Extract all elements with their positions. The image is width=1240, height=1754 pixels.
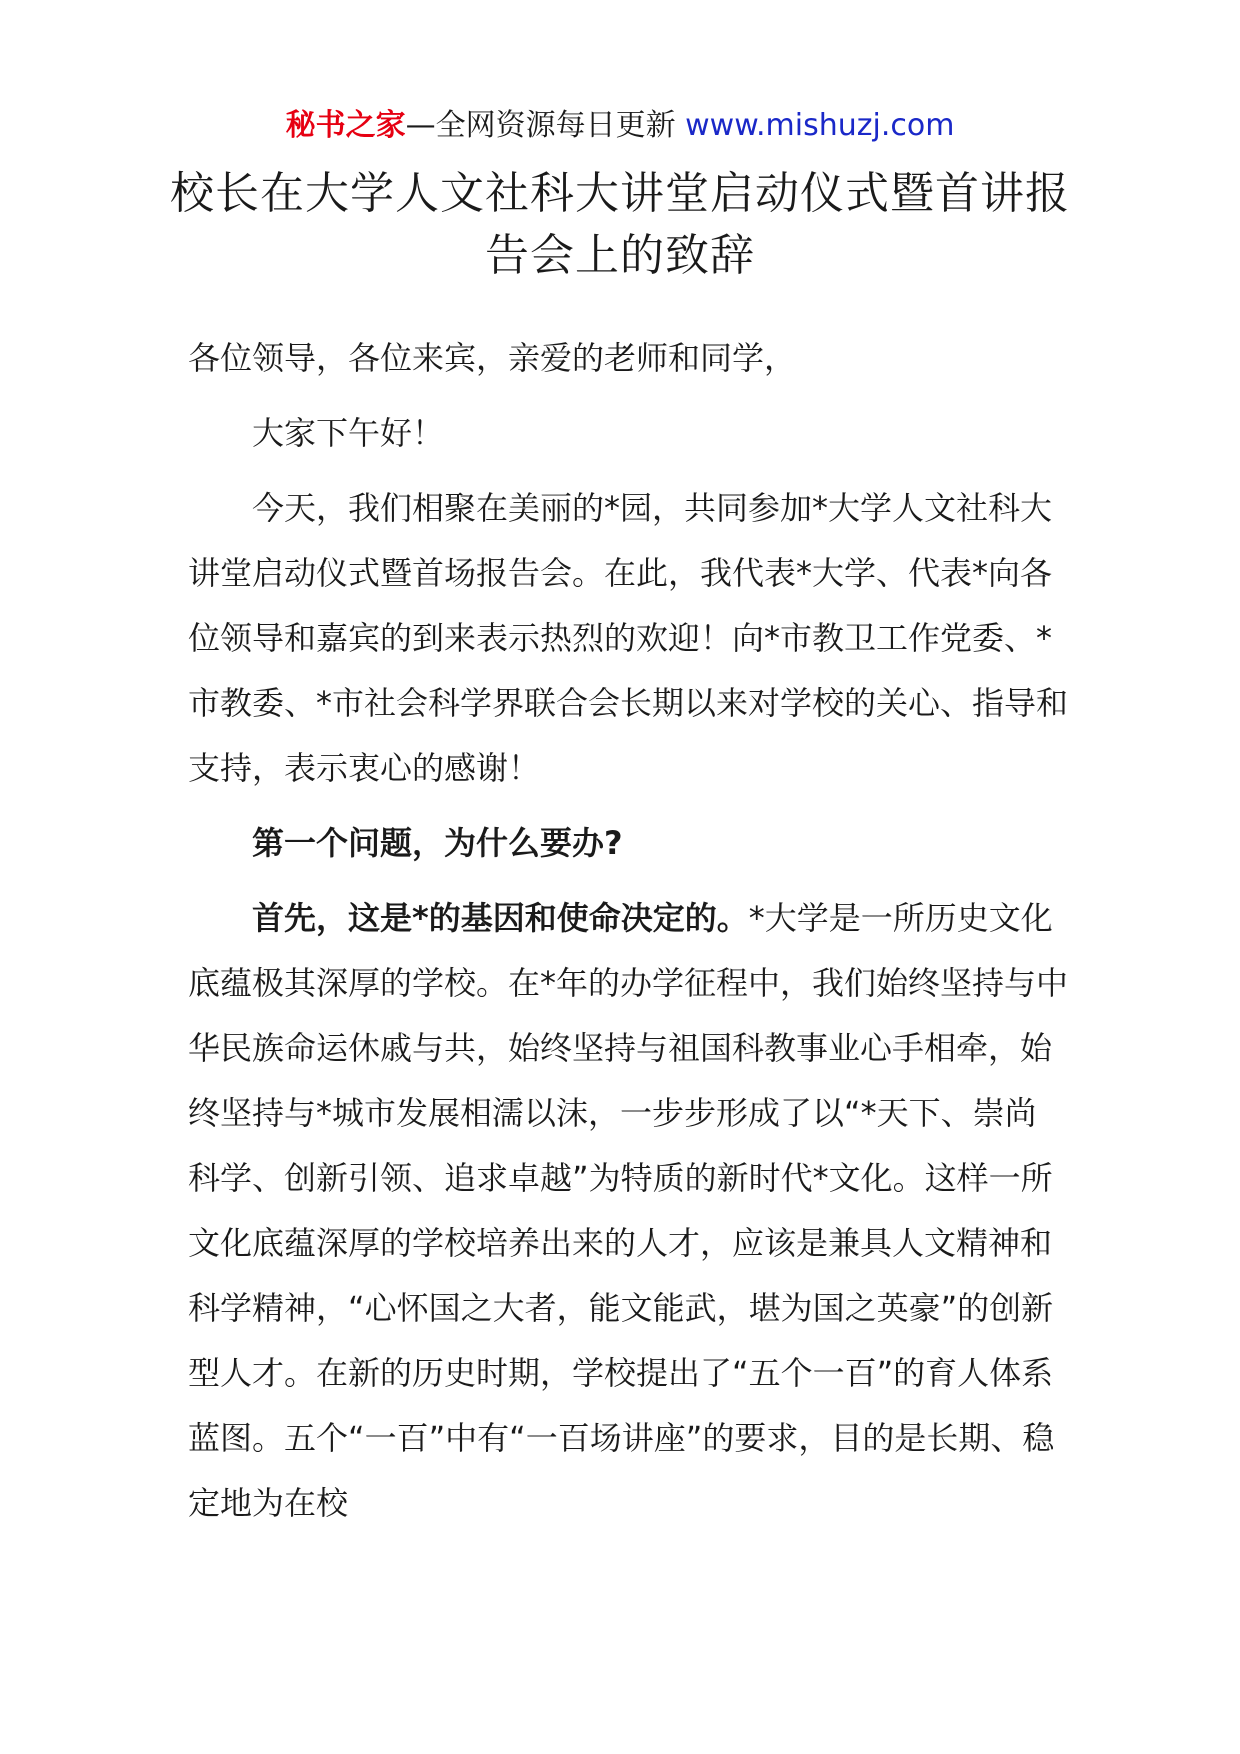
header-tagline: —全网资源每日更新 [405, 108, 686, 143]
document-title: 校长在大学人文社科大讲堂启动仪式暨首讲报告会上的致辞 [170, 168, 1070, 281]
paragraph-lead: 首先，这是*的基因和使命决定的。 [252, 899, 749, 937]
greeting: 大家下午好！ [252, 414, 445, 452]
site-header [0, 104, 1240, 148]
site-url[interactable]: www.mishuzj.com [685, 108, 955, 143]
section-heading-text: 第一个问题，为什么要办? [252, 824, 623, 862]
paragraph-opening: 今天，我们相聚在美丽的*园，共同参加*大学人文社科大讲堂启动仪式暨首场报告会。在此，我代表*大学、代表*向各位领导和嘉宾的到来表示热烈的欢迎！向*市教卫工作党委、*市教委、*市社会科学界联合会长期以来对学校的关心、指导和支持，表示衷心的感谢！ [188, 489, 1069, 787]
brand-name: 秘书之家 [285, 108, 406, 143]
document-body [188, 326, 1068, 1546]
section-heading [188, 811, 1068, 876]
paragraph-body: *大学是一所历史文化底蕴极其深厚的学校。在*年的办学征程中，我们始终坚持与中华民族命运休戚与共，始终坚持与祖国科教事业心手相牵，始终坚持与*城市发展相濡以沫，一步步形成了以“*天下、崇尚科学、创新引领、追求卓越”为特质的新时代*文化。这样一所文化底蕴深厚的学校培养出来的人才，应该是兼具人文精神和科学精神，“心怀国之大者，能文能武，堪为国之英豪”的创新型人才。在新的历史时期，学校提出了“五个一百”的育人体系蓝图。五个“一百”中有“一百场讲座”的要求，目的是长期、稳定地为在校 [188, 899, 1069, 1522]
paragraph-reason-one [188, 886, 1068, 1536]
salutation: 各位领导，各位来宾，亲爱的老师和同学， [188, 339, 797, 377]
